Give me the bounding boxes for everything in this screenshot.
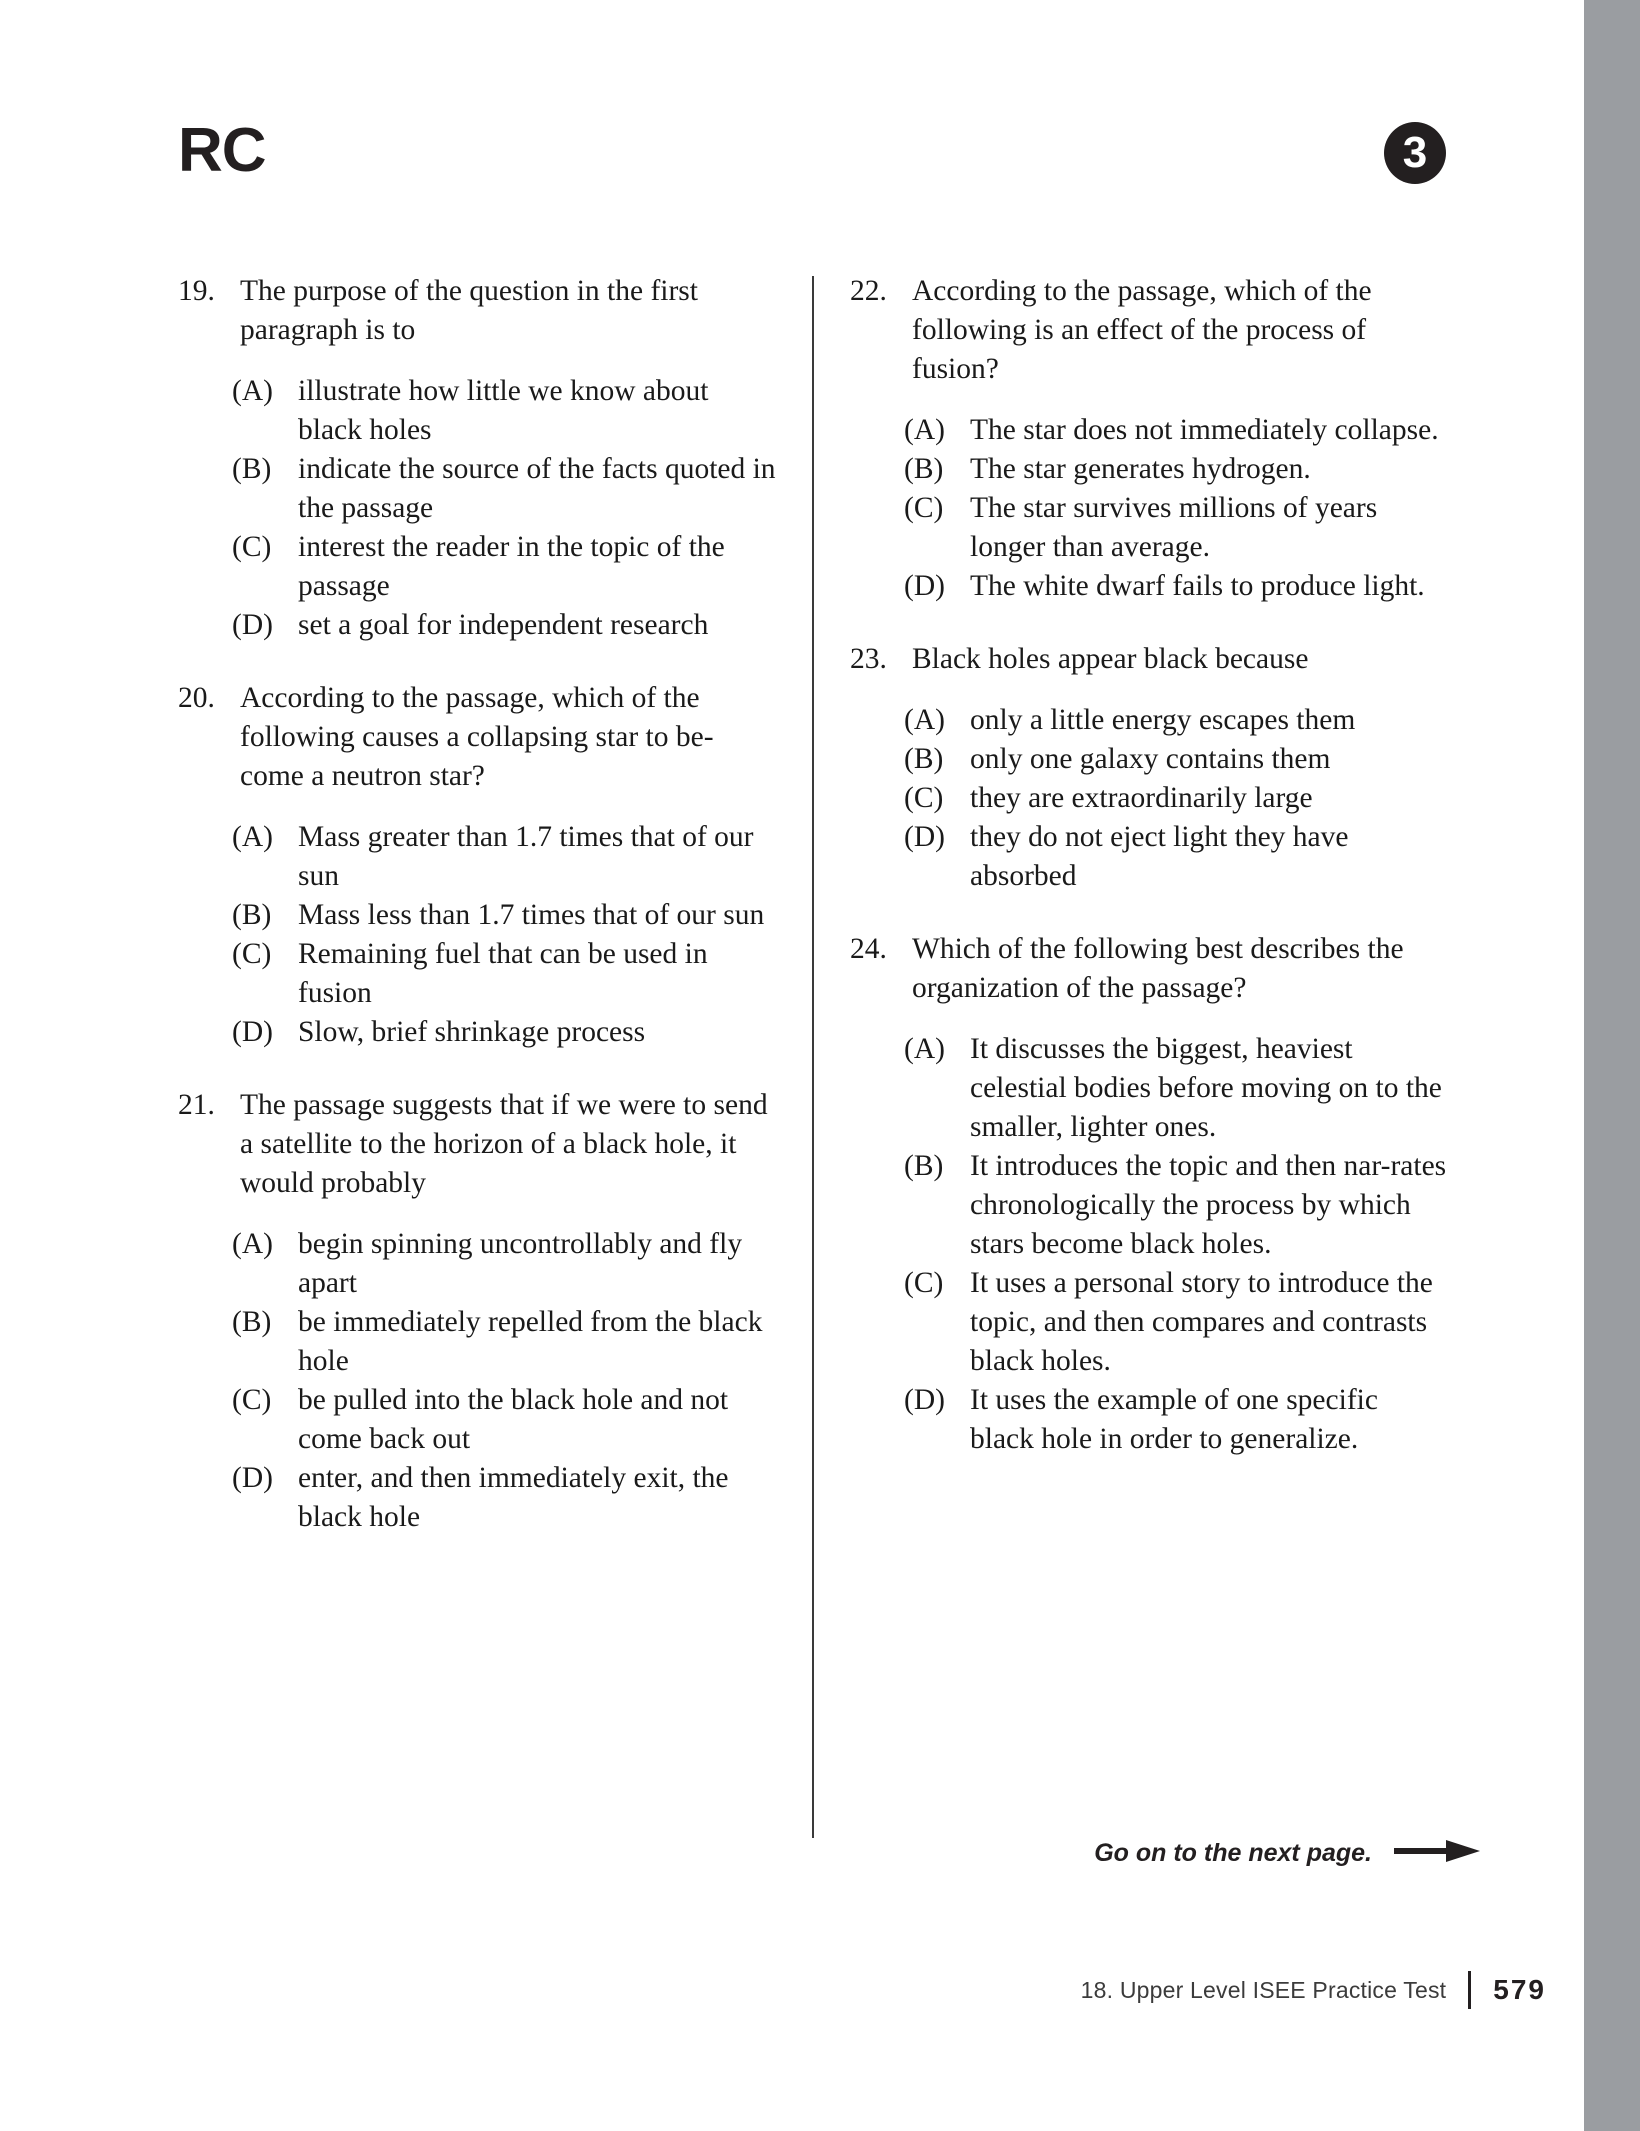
- question-stem-text: Black holes appear black because: [912, 643, 1309, 675]
- question-block: [178, 272, 776, 645]
- right-edge-gray-bar: [1584, 0, 1640, 2131]
- answer-option-letter: (B): [232, 1306, 272, 1338]
- answer-option[interactable]: [850, 411, 1448, 450]
- question-columns: [178, 272, 1446, 1832]
- answer-option-text: interest the reader in the topic of the passage: [298, 531, 725, 602]
- answer-option[interactable]: [850, 1147, 1448, 1264]
- answer-option-text: Remaining fuel that can be used in fusion: [298, 938, 708, 1009]
- answer-option[interactable]: [850, 779, 1448, 818]
- answer-option-letter: (D): [904, 821, 945, 853]
- answer-option-letter: (A): [232, 1228, 273, 1260]
- page-title: RC: [178, 116, 266, 185]
- question-column-right: [850, 272, 1448, 1493]
- answer-option-text: be immediately repelled from the black hole: [298, 1306, 763, 1377]
- question-stem-text: The passage suggests that if we were to send a satellite to the horizon of a black hole, it would probably: [240, 1089, 768, 1199]
- question-stem-text: Which of the following best describes the organization of the passage?: [912, 933, 1404, 1004]
- answer-option-letter: (A): [904, 704, 945, 736]
- answer-option-letter: (C): [232, 938, 272, 970]
- answer-option-letter: (B): [904, 1150, 944, 1182]
- answer-options: [178, 1225, 776, 1537]
- question-stem: [178, 679, 776, 796]
- answer-option-text: It uses a personal story to introduce the topic, and then compares and contrasts black holes.: [970, 1267, 1433, 1377]
- question-number: 19.: [178, 275, 215, 307]
- arrow-right-icon: [1394, 1838, 1480, 1869]
- question-column-left: [178, 272, 776, 1571]
- answer-option-letter: (A): [232, 821, 273, 853]
- page-footer: [800, 1968, 1546, 2012]
- answer-option-text: begin spinning uncontrollably and fly apart: [298, 1228, 743, 1299]
- answer-option[interactable]: [178, 935, 776, 1013]
- question-stem-text: The purpose of the question in the first paragraph is to: [240, 275, 698, 346]
- question-number: 22.: [850, 275, 887, 307]
- answer-option-letter: (C): [904, 1267, 944, 1299]
- answer-option-letter: (B): [232, 899, 272, 931]
- answer-option[interactable]: [850, 1381, 1448, 1459]
- answer-option-text: only one galaxy contains them: [970, 743, 1331, 775]
- page-number: 579: [1493, 1974, 1546, 2005]
- answer-option[interactable]: [178, 1459, 776, 1537]
- question-block: [178, 679, 776, 1052]
- answer-option-letter: (C): [232, 1384, 272, 1416]
- answer-options: [850, 701, 1448, 896]
- answer-option-letter: (A): [904, 414, 945, 446]
- question-block: [178, 1086, 776, 1537]
- answer-option-letter: (B): [904, 453, 944, 485]
- answer-options: [850, 1030, 1448, 1459]
- answer-option-text: The star generates hydrogen.: [970, 453, 1311, 485]
- question-stem: [178, 1086, 776, 1203]
- question-block: [850, 272, 1448, 606]
- page-header: [178, 116, 1446, 210]
- answer-options: [850, 411, 1448, 606]
- answer-option-text: Slow, brief shrinkage process: [298, 1016, 646, 1048]
- answer-option-text: It uses the example of one specific black hole in order to generalize.: [970, 1384, 1378, 1455]
- answer-option-text: be pulled into the black hole and not come back out: [298, 1384, 729, 1455]
- answer-option[interactable]: [850, 1264, 1448, 1381]
- question-block: [850, 640, 1448, 896]
- answer-option-letter: (C): [904, 782, 944, 814]
- answer-options: [178, 818, 776, 1052]
- column-divider: [812, 276, 814, 1838]
- question-stem-text: According to the passage, which of the following is an effect of the process of fusion?: [912, 275, 1372, 385]
- answer-option-text: Mass greater than 1.7 times that of our sun: [298, 821, 754, 892]
- go-on-notice: [1060, 1833, 1480, 1873]
- question-block: [850, 930, 1448, 1459]
- answer-option-text: It discusses the biggest, heaviest celestial bodies before moving on to the smaller, lighter ones.: [970, 1033, 1442, 1143]
- answer-option-letter: (D): [904, 1384, 945, 1416]
- answer-option-letter: (D): [232, 1016, 273, 1048]
- answer-option-letter: (D): [904, 570, 945, 602]
- answer-option-text: The star does not immediately collapse.: [970, 414, 1439, 446]
- answer-option-letter: (D): [232, 1462, 273, 1494]
- answer-option[interactable]: [178, 606, 776, 645]
- answer-option-text: illustrate how little we know about black holes: [298, 375, 709, 446]
- answer-option[interactable]: [850, 701, 1448, 740]
- answer-option-letter: (C): [904, 492, 944, 524]
- question-stem: [850, 272, 1448, 389]
- answer-option-text: The star survives millions of years longer than average.: [970, 492, 1378, 563]
- answer-option-text: It introduces the topic and then nar-rates chronologically the process by which stars become black holes.: [970, 1150, 1447, 1260]
- question-number: 24.: [850, 933, 887, 965]
- answer-option-text: indicate the source of the facts quoted in the passage: [298, 453, 776, 524]
- answer-option[interactable]: [178, 818, 776, 896]
- answer-option-text: Mass less than 1.7 times that of our sun: [298, 899, 765, 931]
- answer-option-text: they do not eject light they have absorbed: [970, 821, 1349, 892]
- answer-option[interactable]: [850, 489, 1448, 567]
- answer-option[interactable]: [178, 1225, 776, 1303]
- go-on-text: Go on to the next page.: [1094, 1838, 1372, 1867]
- question-number: 21.: [178, 1089, 215, 1121]
- answer-option[interactable]: [850, 818, 1448, 896]
- question-stem: [850, 930, 1448, 1008]
- answer-option[interactable]: [850, 450, 1448, 489]
- question-stem: [178, 272, 776, 350]
- answer-option-text: only a little energy escapes them: [970, 704, 1356, 736]
- question-stem: [850, 640, 1448, 679]
- answer-option[interactable]: [850, 1030, 1448, 1147]
- answer-option-text: they are extraordinarily large: [970, 782, 1313, 814]
- answer-options: [178, 372, 776, 645]
- answer-option[interactable]: [850, 567, 1448, 606]
- answer-option-text: set a goal for independent research: [298, 609, 709, 641]
- question-number: 23.: [850, 643, 887, 675]
- answer-option-text: The white dwarf fails to produce light.: [970, 570, 1425, 602]
- answer-option-letter: (C): [232, 531, 272, 563]
- answer-option-text: enter, and then immediately exit, the black hole: [298, 1462, 729, 1533]
- answer-option[interactable]: [178, 1303, 776, 1381]
- answer-option[interactable]: [178, 450, 776, 528]
- answer-option-letter: (D): [232, 609, 273, 641]
- question-number: 20.: [178, 682, 215, 714]
- answer-option[interactable]: [178, 528, 776, 606]
- section-number-badge: 3: [1384, 122, 1446, 184]
- answer-option[interactable]: [178, 372, 776, 450]
- footer-divider: [1468, 1971, 1471, 2009]
- answer-option[interactable]: [178, 1381, 776, 1459]
- question-stem-text: According to the passage, which of the following causes a collapsing star to be-come a neutron star?: [240, 682, 714, 792]
- answer-option-letter: (B): [232, 453, 272, 485]
- answer-option-letter: (B): [904, 743, 944, 775]
- answer-option-letter: (A): [904, 1033, 945, 1065]
- footer-label: 18. Upper Level ISEE Practice Test: [1080, 1976, 1447, 2003]
- answer-option[interactable]: [178, 896, 776, 935]
- answer-option[interactable]: [178, 1013, 776, 1052]
- answer-option-letter: (A): [232, 375, 273, 407]
- answer-option[interactable]: [850, 740, 1448, 779]
